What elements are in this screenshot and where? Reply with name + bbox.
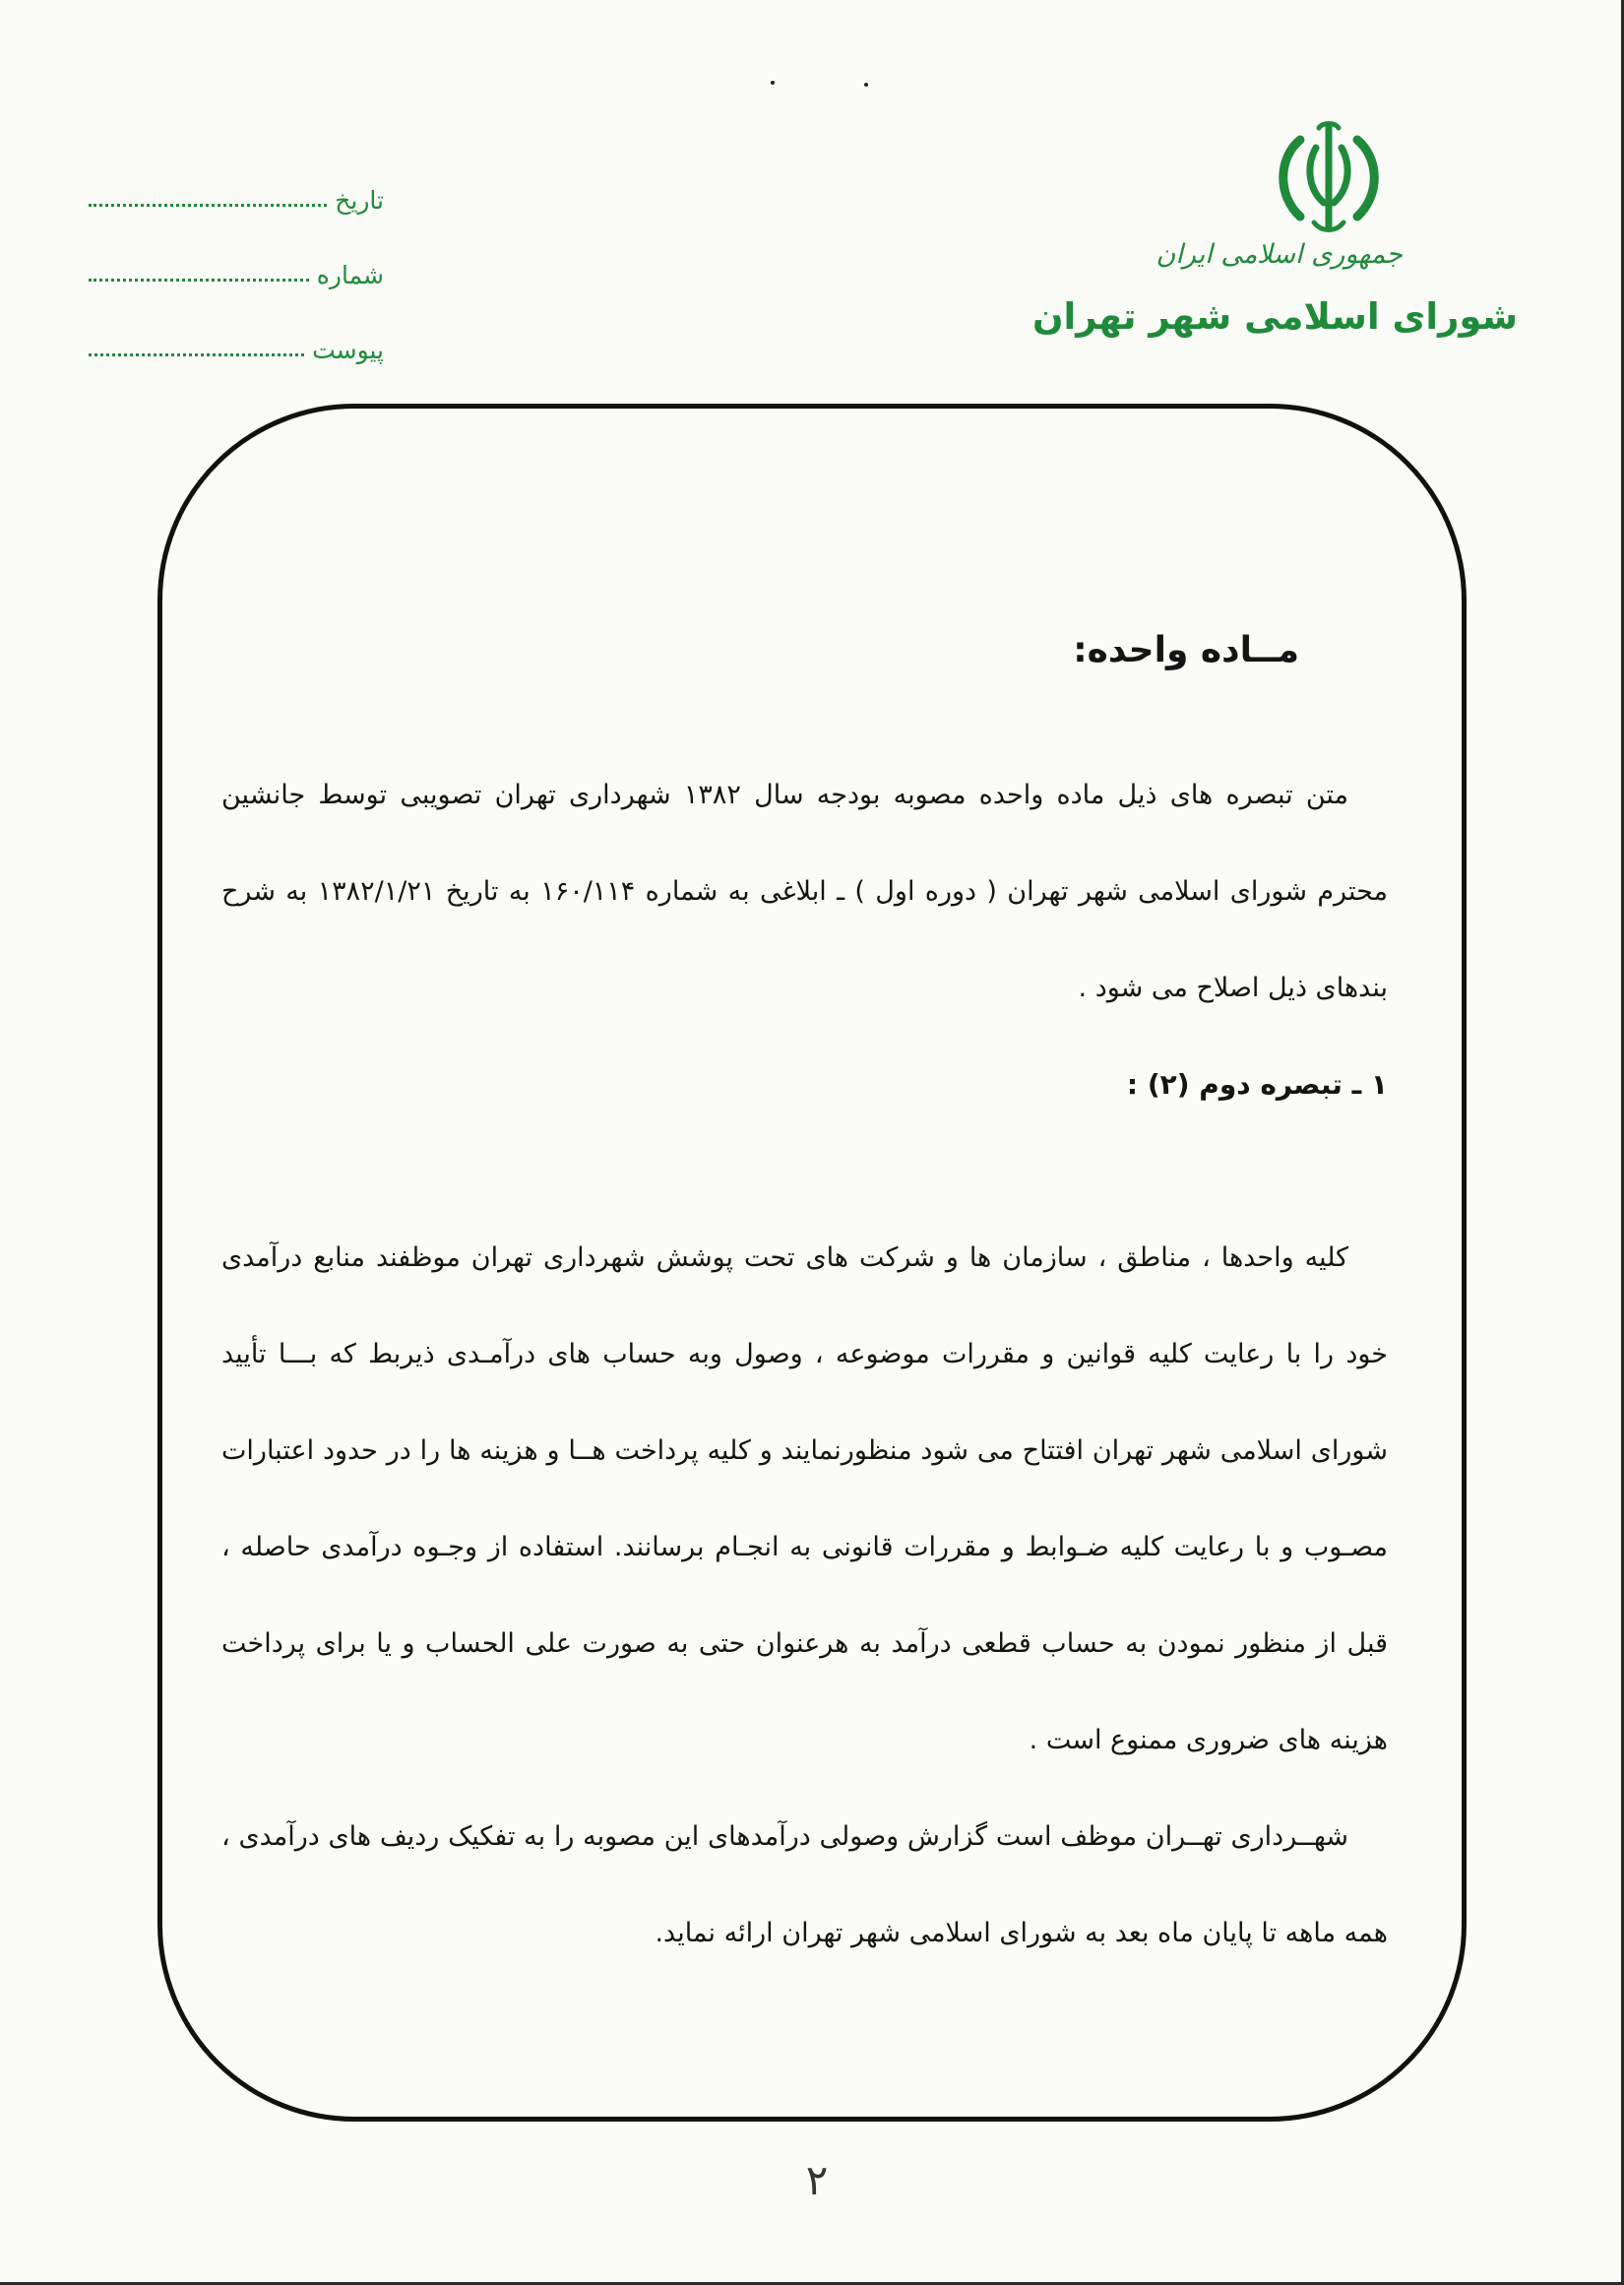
meta-field-date [89, 167, 384, 215]
scan-speck [771, 81, 775, 85]
iran-emblem-icon [1265, 118, 1393, 238]
page-number: ۲ [805, 2156, 829, 2204]
intro-paragraph: متن تبصره های ذیل ماده واحده مصوبه بودجه سال ۱۳۸۲ شهرداری تهران تصویبی توسط جانشین محترم شورای اسلامی شهر تهران ( دوره اول ) ـ ابلاغی به شماره ۱۶۰/۱۱۴ به تاریخ ۱۳۸۲/۱/۲۱ به شرح بندهای ذیل اصلاح می شود . [221, 780, 1388, 1003]
emblem-caption: جمهوری اسلامی ایران [1156, 239, 1403, 270]
meta-label-date: تاریخ [335, 186, 384, 215]
document-body [221, 630, 1388, 1982]
meta-dots [89, 278, 309, 282]
meta-field-number [89, 242, 384, 289]
section-title: مــاده واحده: [1073, 630, 1299, 670]
meta-label-attachment: پیوست [312, 336, 384, 364]
clause-paragraph: کلیه واحدها ، مناطق ، سازمان ها و شرکت های تحت پوشش شهرداری تهران موظفند منابع درآمدی خود را با رعایت کلیه قوانین و مقررات موضوعه ، وصول وبه حساب های درآمـدی ذیربط که بـــا تأیید شورای اسلامی شهر تهران افتتاح می شود منظورنمایند و کلیه پرداخت هــا و هزینه ها را در حدود اعتبارات مصـوب و با رعایت کلیه ضـوابط و مقررات قانونی به انجـام برسانند. استفاده از وجـوه درآمدی حاصله ، قبل از منظور نمودن به حساب قطعی درآمد به هرعنوان حتی به صورت علی الحساب و یا برای پرداخت هزینه های ضروری ممنوع است . [221, 1242, 1388, 1755]
meta-dots [89, 352, 304, 356]
letter-meta-fields [89, 167, 384, 392]
scan-speck [864, 83, 868, 87]
meta-dots [89, 203, 327, 207]
letterhead-emblem [1156, 118, 1403, 270]
council-name: شورای اسلامی شهر تهران [1031, 295, 1518, 338]
report-paragraph: شهــرداری تهــران موظف است گزارش وصولی درآمدهای این مصوبه را به تفکیک ردیف های درآمدی ، همه ماهه تا پایان ماه بعد به شورای اسلامی شهر تهران ارائه نماید. [221, 1821, 1388, 1948]
clause-heading: ۱ ـ تبصره دوم (۲) : [1126, 1068, 1388, 1101]
meta-field-attachment [89, 317, 384, 364]
meta-label-number: شماره [316, 261, 384, 289]
